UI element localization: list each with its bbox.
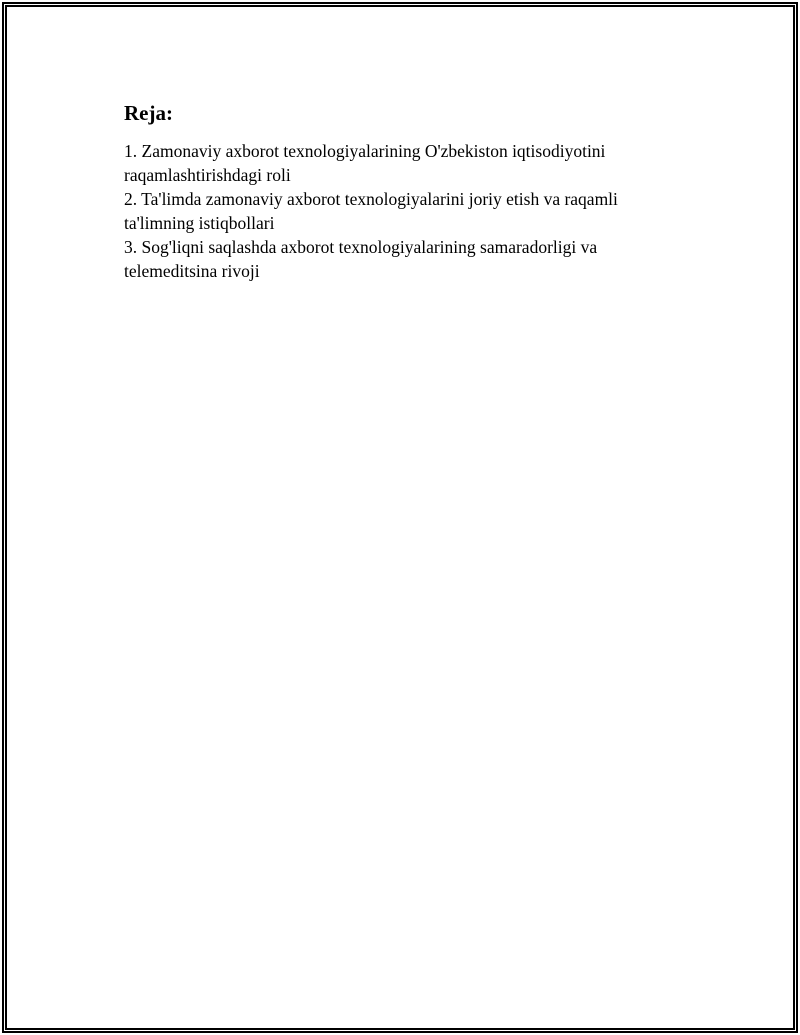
plan-item-2: 2. Ta'limda zamonaviy axborot texnologiyalarini joriy etish va raqamli ta'limning istiqbollari xyxy=(124,189,618,233)
document-body xyxy=(124,99,684,283)
plan-list xyxy=(124,139,684,283)
plan-item-3: 3. Sog'liqni saqlashda axborot texnologiyalarining samaradorligi va telemeditsina rivoji xyxy=(124,237,598,281)
plan-title: Reja: xyxy=(124,101,173,125)
plan-item-1: 1. Zamonaviy axborot texnologiyalarining O'zbekiston iqtisodiyotini raqamlashtirishdagi roli xyxy=(124,141,606,185)
page-border xyxy=(2,2,798,1033)
